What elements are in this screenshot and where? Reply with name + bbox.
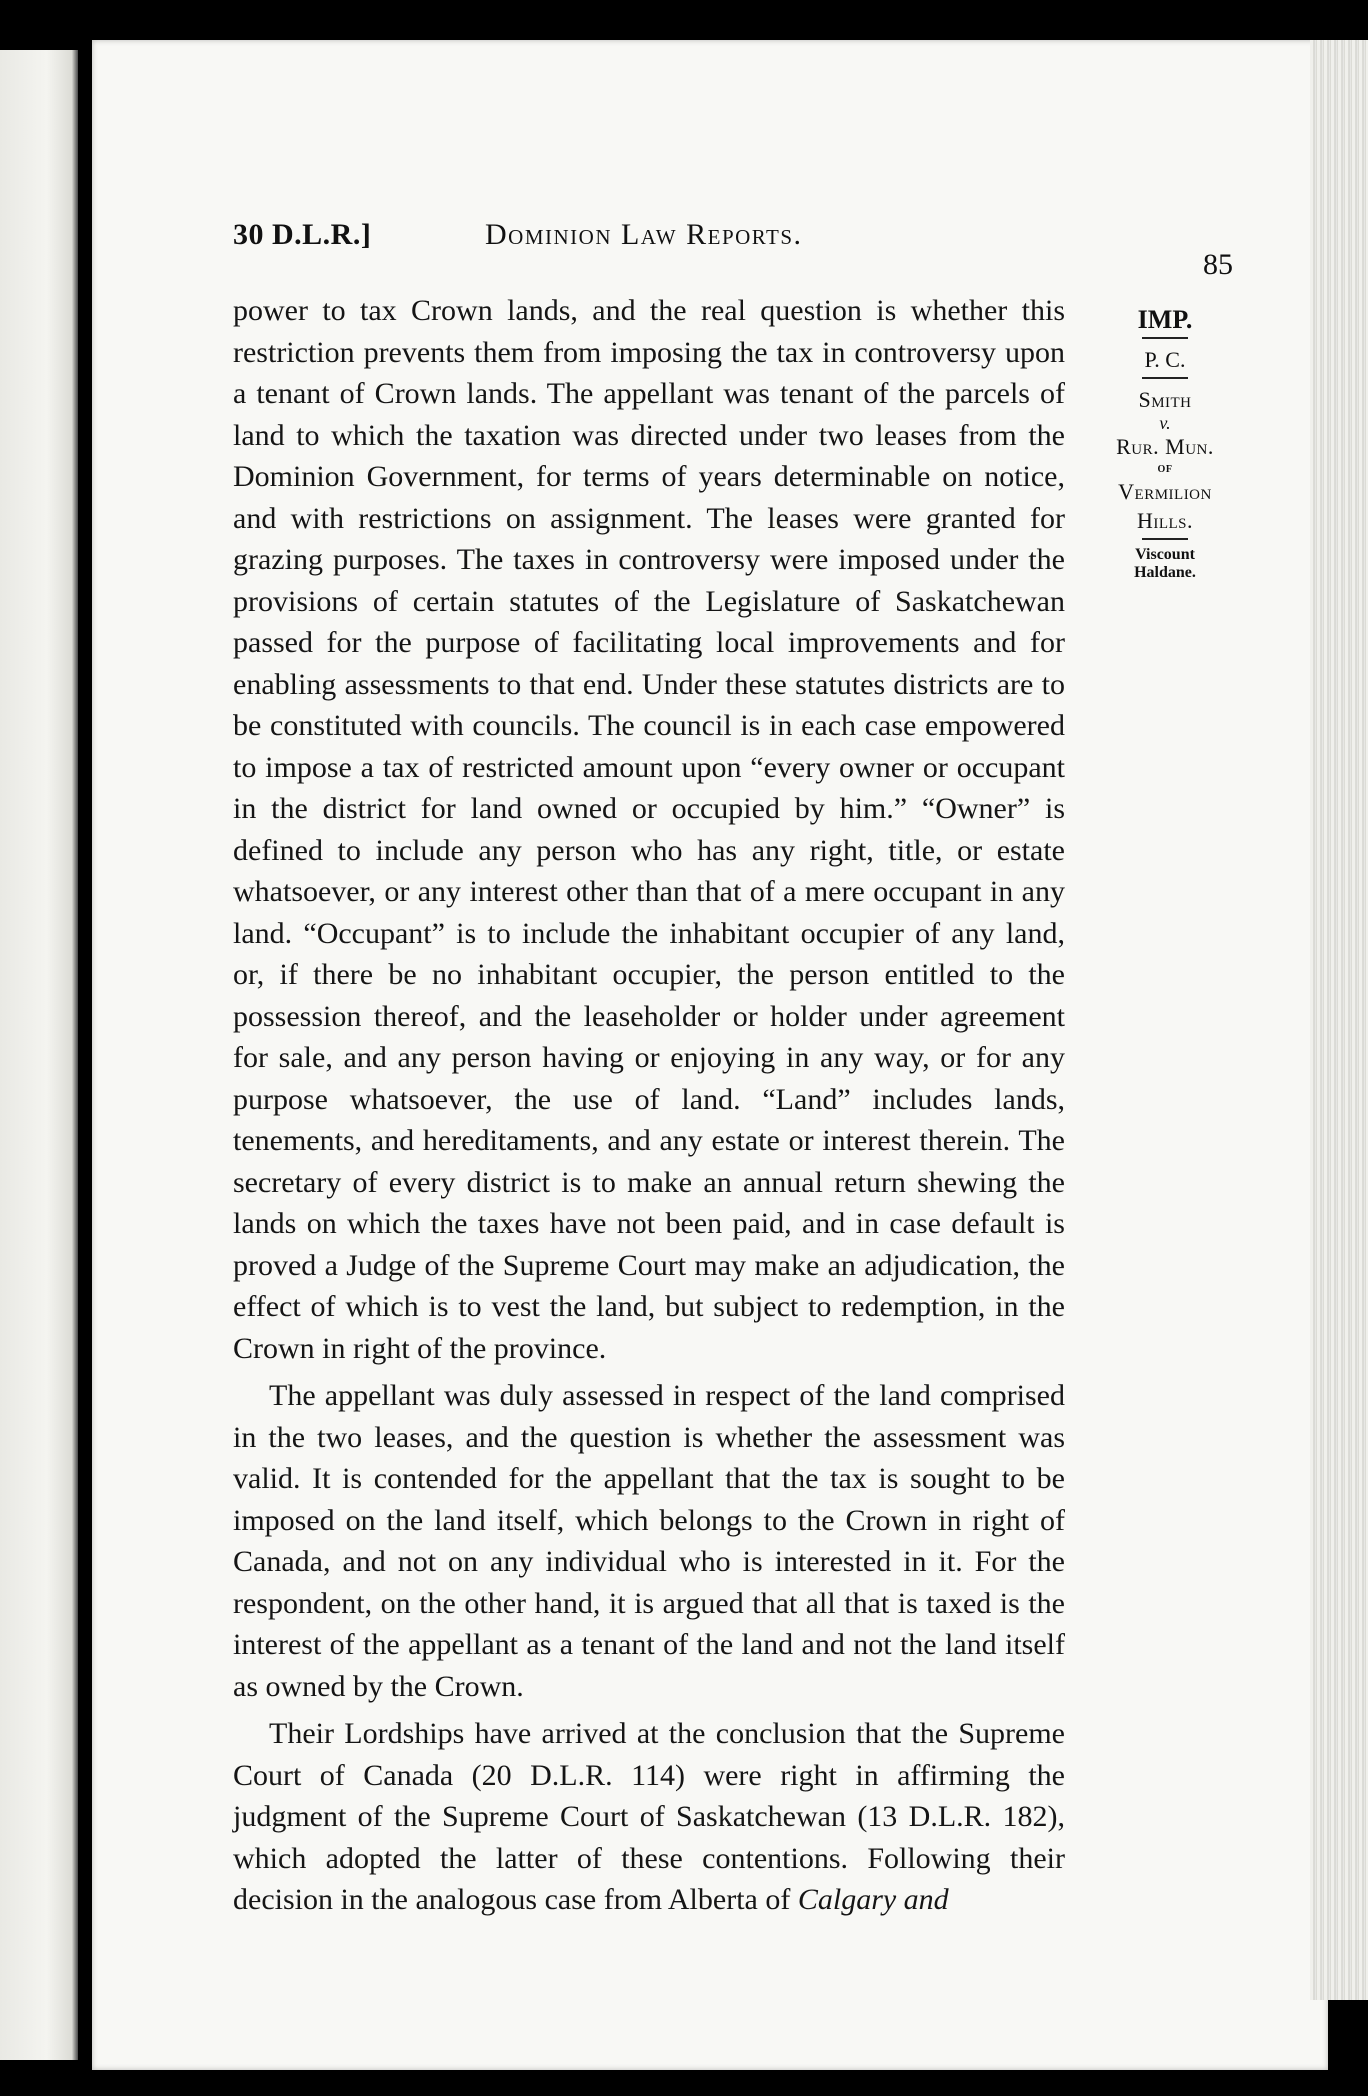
judge-title: Viscount xyxy=(1135,546,1195,563)
report-title: Dominion Law Reports. xyxy=(485,218,803,251)
division-label: P. C. xyxy=(1144,347,1186,372)
margin-rule xyxy=(1142,377,1188,379)
paragraph-3 xyxy=(233,1713,1065,1921)
party-appellant: Smith xyxy=(1138,387,1192,412)
party-respondent-of: of xyxy=(1157,461,1173,476)
page-number: 85 xyxy=(1203,248,1233,281)
judgment-text xyxy=(233,290,1065,1921)
margin-rule xyxy=(1142,337,1188,339)
margin-notes xyxy=(1090,305,1240,582)
paragraph-3-text: Their Lordships have arrived at the conclusion that the Supreme Court of Canada (20 D.L.R. 114) were right in affirming the judgment of the Supreme Court of Saskatchewan (13 D.L.R. 182), which adopted the latter of these contentions. Following their decision in the analogous case from Alberta of xyxy=(233,1717,1065,1916)
case-name: Calgary and xyxy=(797,1883,949,1916)
margin-rule xyxy=(1142,538,1188,540)
judge-name: Haldane. xyxy=(1134,564,1196,581)
paragraph-1: power to tax Crown lands, and the real question is whether this restriction prevents them from imposing the tax in controversy upon a tenant of Crown lands. The appellant was tenant of the parcels of land to which the taxation was directed under two leases from the Dominion Government, for terms of years determinable on notice, and with restrictions on assignment. The leases were granted for grazing purposes. The taxes in controversy were imposed under the provisions of certain statutes of the Legislature of Saskatchewan passed for the purpose of facilitating local improvements and for enabling assessments to that end. Under these statutes districts are to be constituted with councils. The council is in each case empowered to impose a tax of restricted amount upon “every owner or occupant in the district for land owned or occupied by him.” “Owner” is defined to include any person who has any right, title, or estate whatsoever, or any interest other than that of a mere occupant in any land. “Occupant” is to include the inhabitant occupier of any land, or, if there be no inhabitant occupier, the person entitled to the possession thereof, and the leaseholder or holder under agreement for sale, and any person having or enjoying in any way, or for any purpose whatsoever, the use of land. “Land” includes lands, tenements, and hereditaments, and any estate or interest therein. The secretary of every district is to make an annual return shewing the lands on which the taxes have not been paid, and in case default is proved a Judge of the Supreme Court may make an adjudication, the effect of which is to vest the land, but subject to redemption, in the Crown in right of the province. xyxy=(233,294,1065,1365)
paragraph-2: The appellant was duly assessed in respect of the land comprised in the two leases, and the question is whether the assessment was valid. It is contended for the appellant that the tax is sought to be imposed on the land itself, which belongs to the Crown in right of Canada, and not on any individual who is interested in it. For the respondent, on the other hand, it is argued that all that is taxed is the interest of the appellant as a tenant of the land and not the land itself as owned by the Crown. xyxy=(233,1379,1065,1703)
previous-page-edge xyxy=(0,50,78,2060)
party-respondent-line3: Hills. xyxy=(1136,508,1194,533)
party-respondent-line1: Rur. Mun. xyxy=(1116,434,1214,459)
party-respondent-line2: Vermilion xyxy=(1118,479,1212,504)
court-label: IMP. xyxy=(1137,305,1193,334)
page-stack-edge xyxy=(1310,40,1368,2000)
running-header xyxy=(233,218,1233,281)
versus-label: v. xyxy=(1159,413,1171,433)
volume-reference: 30 D.L.R.] xyxy=(233,218,372,251)
